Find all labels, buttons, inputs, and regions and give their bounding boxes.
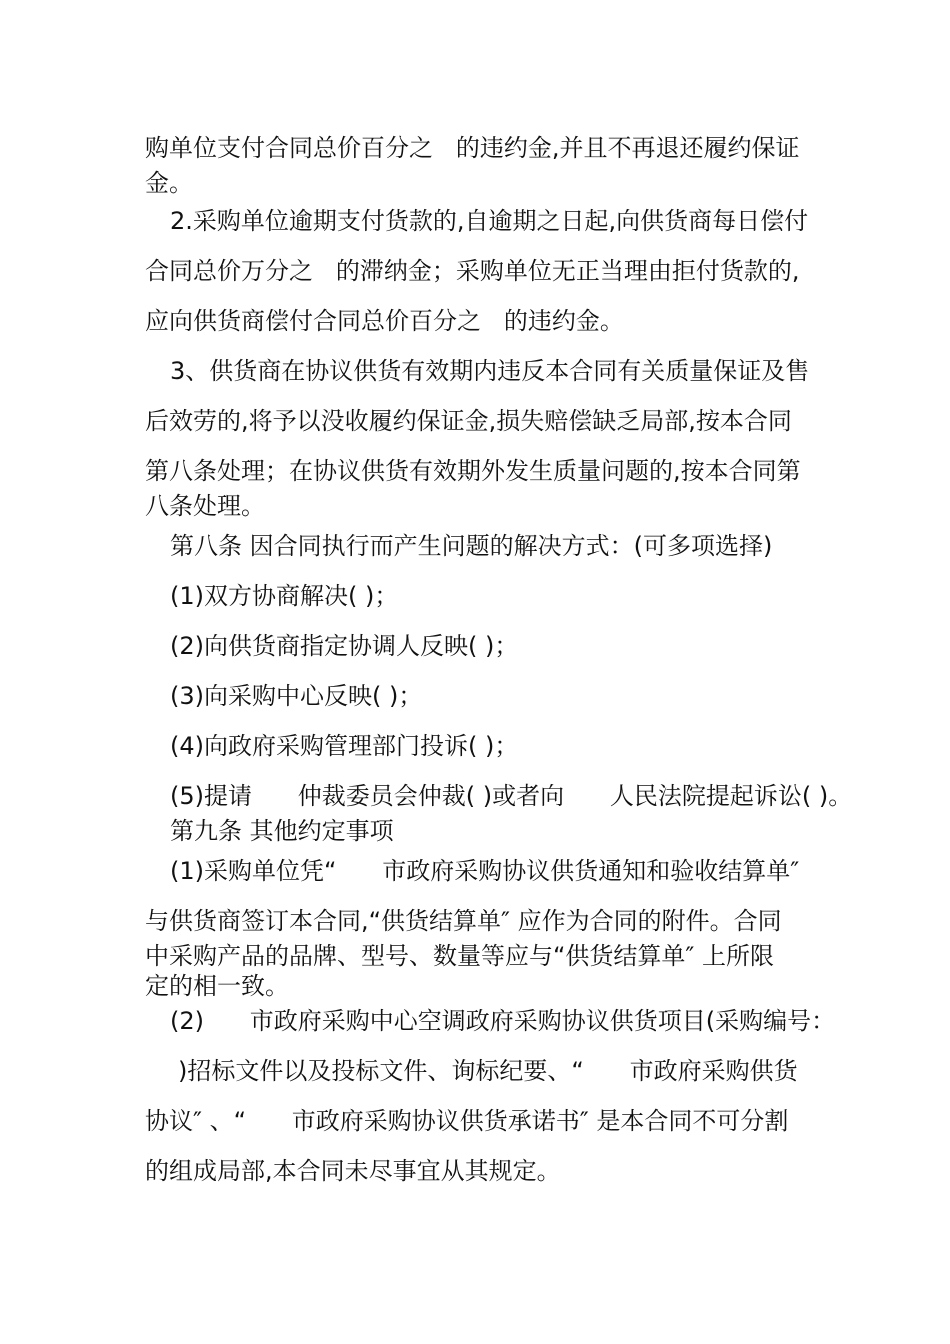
list-item: (1)双方协商解决( )；: [170, 582, 399, 610]
list-item: (2)向供货商指定协调人反映( )；: [170, 632, 519, 660]
text-line: 3、供货商在协议供货有效期内违反本合同有关质量保证及售: [170, 357, 810, 385]
list-item: (1)采购单位凭“ 市政府采购协议供货通知和验收结算单″: [170, 857, 800, 885]
text-line: 应向供货商偿付合同总价百分之 的违约金。: [145, 307, 624, 335]
text-line: 中采购产品的品牌、型号、数量等应与“供货结算单″ 上所限: [145, 942, 775, 970]
list-item: (2) 市政府采购中心空调政府采购协议供货项目(采购编号：: [170, 1007, 836, 1035]
text-line: 后效劳的,将予以没收履约保证金,损失赔偿缺乏局部,按本合同: [145, 407, 792, 435]
section-heading: 第八条 因合同执行而产生问题的解决方式：(可多项选择): [170, 532, 773, 560]
text-line: 购单位支付合同总价百分之 的违约金,并且不再退还履约保证: [145, 134, 800, 162]
text-line: 八条处理。: [145, 492, 265, 520]
section-heading: 第九条 其他约定事项: [170, 817, 394, 845]
text-line: 第八条处理；在协议供货有效期外发生质量问题的,按本合同第: [145, 457, 801, 485]
text-line: 协议″ 、“ 市政府采购协议供货承诺书″ 是本合同不可分割: [145, 1107, 789, 1135]
text-line: 金。: [145, 169, 193, 197]
text-line: 定的相一致。: [145, 972, 289, 1000]
text-line: 合同总价万分之 的滞纳金；采购单位无正当理由拒付货款的,: [145, 257, 800, 285]
list-item: (3)向采购中心反映( )；: [170, 682, 423, 710]
text-line: )招标文件以及投标文件、询标纪要、“ 市政府采购供货: [178, 1057, 798, 1085]
list-item: (4)向政府采购管理部门投诉( )；: [170, 732, 519, 760]
list-item: (5)提请 仲裁委员会仲裁( )或者向 人民法院提起诉讼( )。: [170, 782, 853, 810]
text-line: 的组成局部,本合同未尽事宜从其规定。: [145, 1157, 561, 1185]
text-line: 与供货商签订本合同,“供货结算单″ 应作为合同的附件。合同: [145, 907, 782, 935]
text-line: 2.采购单位逾期支付货款的,自逾期之日起,向供货商每日偿付: [170, 207, 809, 235]
